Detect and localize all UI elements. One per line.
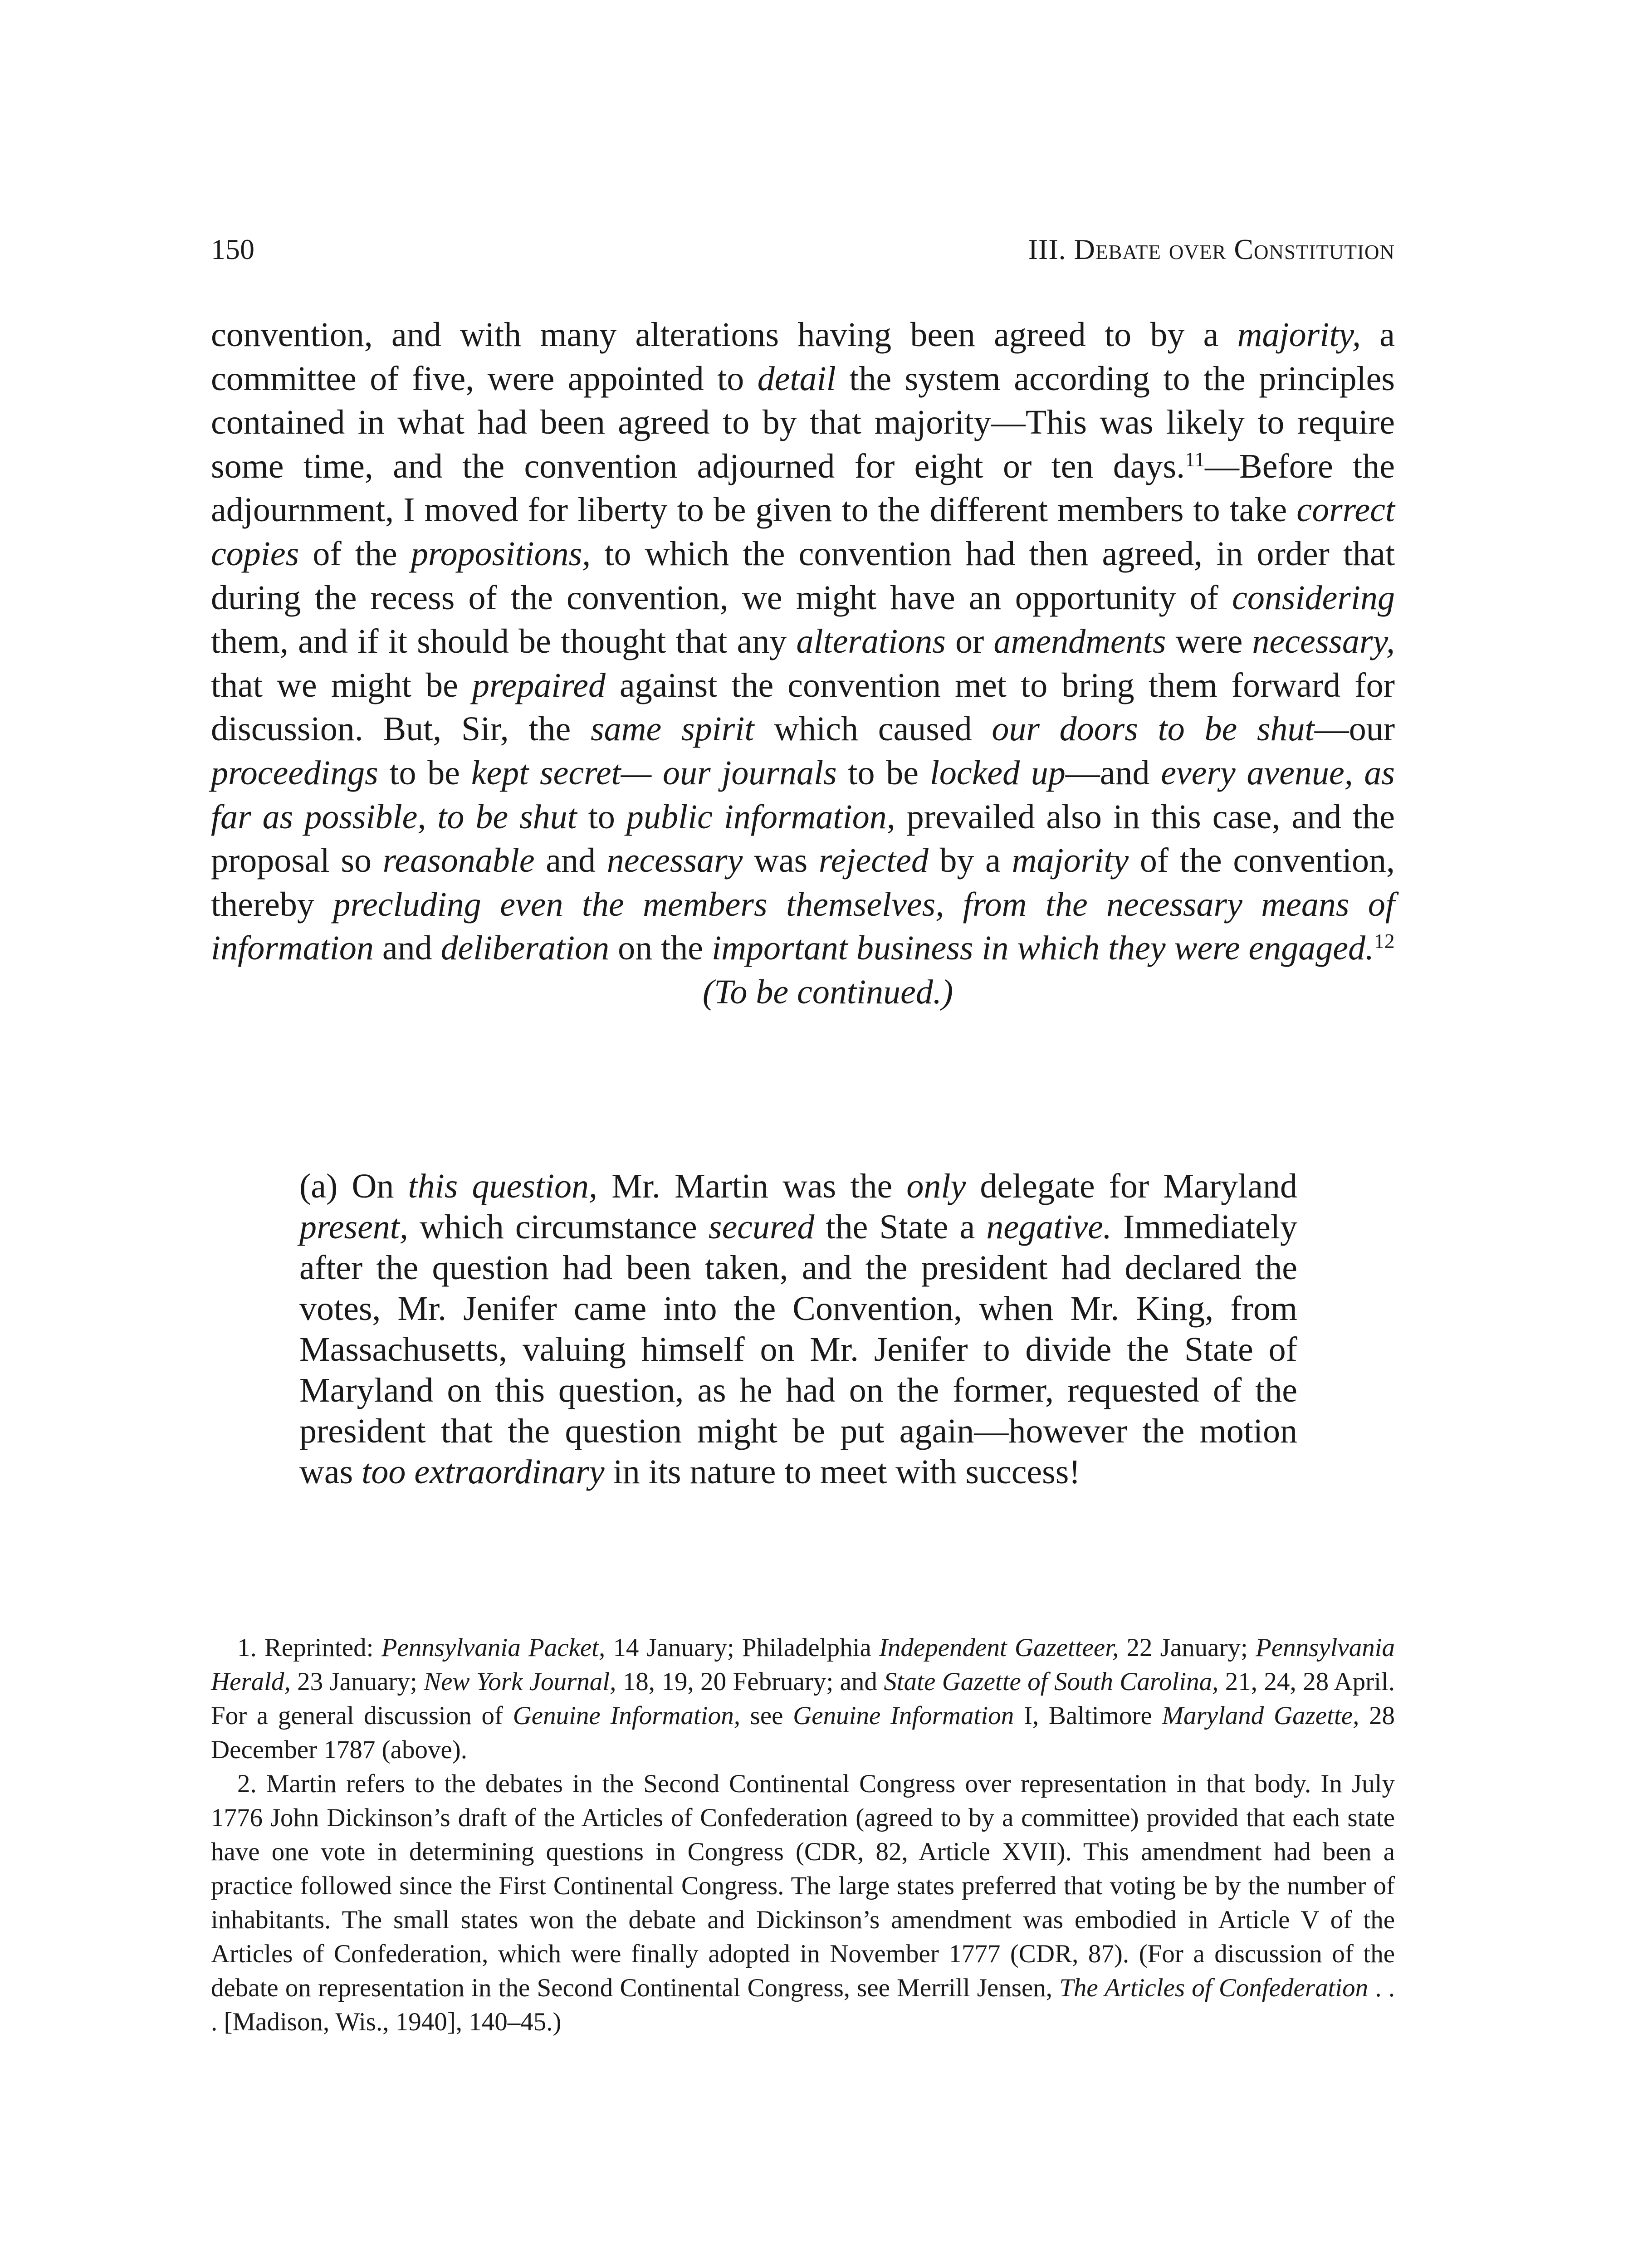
text-run: to which the convention had then agreed, in order that during the recess of the convention, we might have an opportunity of [211,534,1395,617]
italic-run: precluding even the members themselves, from the necessary means of information [211,885,1395,968]
italic-run: kept secret— our journals [471,753,837,792]
italic-run: prepaired [472,666,606,704]
text-run: 21, 24, 28 April. For a general discussion of [211,1667,1395,1730]
italic-run: this question, [408,1167,598,1205]
italic-run: majority [1012,841,1129,880]
italic-run: Maryland Gazette, [1162,1701,1359,1730]
italic-run: negative. [986,1208,1112,1246]
italic-run: secured [708,1208,815,1246]
italic-run: New York Journal, [424,1667,616,1696]
text-run: 18, 19, 20 February; and [616,1667,884,1696]
footnote-ref-12: 12 [1374,929,1395,953]
italic-run: Genuine Information, [513,1701,740,1730]
italic-run: present, [299,1208,408,1246]
text-run: or [945,622,994,661]
italic-run: rejected [818,841,929,880]
text-run: the system according to the principles contained in what had been agreed to by that majority—This was likely to require some time, and the convention adjourned for eight or ten days. [211,359,1395,485]
italic-run: our doors to be shut [992,710,1315,748]
text-run: 22 January; [1119,1633,1256,1662]
italic-run: every avenue, as far as possible, to be shut [211,753,1395,836]
section-title: III. Debate over Constitution [1028,233,1395,265]
text-run: that we might be [211,666,472,704]
text-run: and [373,929,441,968]
text-run: which caused [754,710,992,748]
text-run: were [1166,622,1252,661]
italic-run: public information, [626,797,895,836]
italic-run: deliberation [440,929,610,968]
text-run: see [740,1701,793,1730]
text-run: which circumstance [408,1208,709,1246]
italic-run: Genuine Information [793,1701,1014,1730]
text-run: delegate for Maryland [966,1167,1297,1205]
italic-run: too extraordinary [362,1453,605,1491]
text-run: in its nature to meet with success! [604,1453,1081,1491]
text-run: prevailed also in this case, and the proposal so [211,797,1395,880]
text-run: —Before the adjournment, I moved for liberty to be given to the different members to take [211,447,1395,529]
italic-run: important business in which they were engaged. [712,929,1374,968]
text-run: convention, and with many alterations having been agreed to by a [211,316,1237,354]
italic-run: reasonable [382,841,535,880]
italic-run: same spirit [591,710,754,748]
text-run: to be [836,753,930,792]
text-run: (a) On [299,1167,408,1205]
italic-run: amendments [993,622,1166,661]
italic-run: State Gazette of South Carolina, [884,1667,1219,1696]
footnote-1 [211,1631,1395,1767]
italic-run: locked up [929,753,1066,792]
italic-run: Independent Gazetteer, [879,1633,1119,1662]
text-run: to [577,797,626,836]
text-run: to be [378,753,471,792]
text-run: a committee of five, were appointed to [211,316,1395,398]
footnotes [211,1631,1395,2039]
running-head [211,229,1395,270]
italic-run: The Articles of Confederation [1059,1974,1369,2002]
text-run: 23 January; [290,1667,424,1696]
text-run: Immediately after the question had been taken, and the president had declared the votes, Mr. Jenifer came into the Convention, when Mr. King, from Massachusetts, valuing himself on Mr. Jenifer to divide the State of Maryland on this question, as he had on the former, requested of the president that the question might be put again—however the motion was [299,1208,1297,1491]
italic-run: correct copies [211,491,1395,573]
text-run: them, and if it should be thought that any [211,622,797,661]
text-run: 2. Martin refers to the debates in the Second Continental Congress over representation in that body. In July 1776 John Dickinson’s draft of the Articles of Confederation (agreed to by a committee) provided that each state have one vote in determining questions in Congress (CDR, 82, Article XVII). This amendment had been a practice followed since the First Continental Congress. The large states preferred that voting be by the number of inhabitants. The small states won the debate and Dickinson’s amendment was embodied in Article V of the Articles of Confederation, which were finally adopted in November 1777 (CDR, 87). (For a discussion of the debate on representation in the Second Continental Congress, see Merrill Jensen, [211,1769,1395,2002]
italic-run: only [906,1167,966,1205]
text-run: on the [609,929,712,968]
text-run: 28 December 1787 (above). [211,1701,1395,1764]
page-number: 150 [211,233,254,265]
text-run: —and [1065,753,1161,792]
main-text [211,313,1395,1014]
text-run: of the [299,534,411,573]
text-run: against the convention met to bring them forward for discussion. But, Sir, the [211,666,1395,748]
italic-run: detail [757,359,836,398]
main-paragraph [211,313,1395,970]
italic-run: necessary [606,841,743,880]
text-run: Mr. Martin was the [597,1167,907,1205]
italic-run: propositions, [411,534,591,573]
author-note-a [299,1166,1297,1492]
text-run: . . . [Madison, Wis., 1940], 140–45.) [211,1974,1395,2036]
italic-run: majority, [1237,316,1361,354]
to-be-continued: (To be continued.) [702,973,953,1011]
footnote-ref-11: 11 [1185,447,1205,471]
italic-run: Pennsylvania Packet, [381,1633,606,1662]
text-run: the State a [814,1208,987,1246]
italic-run: Pennsylvania Herald, [211,1633,1395,1696]
text-run: —our [1314,710,1395,748]
italic-run: alterations [796,622,946,661]
footnote-2 [211,1767,1395,2039]
text-run: and [534,841,607,880]
text-run: of the convention, thereby [211,841,1395,924]
italic-run: necessary, [1252,622,1395,661]
text-run: was [743,841,819,880]
text-run: by a [928,841,1012,880]
text-run: 1. Reprinted: [237,1633,381,1662]
italic-run: considering [1232,578,1395,617]
text-run: I, Baltimore [1014,1701,1162,1730]
italic-run: proceedings [211,753,378,792]
text-run: 14 January; Philadelphia [605,1633,879,1662]
